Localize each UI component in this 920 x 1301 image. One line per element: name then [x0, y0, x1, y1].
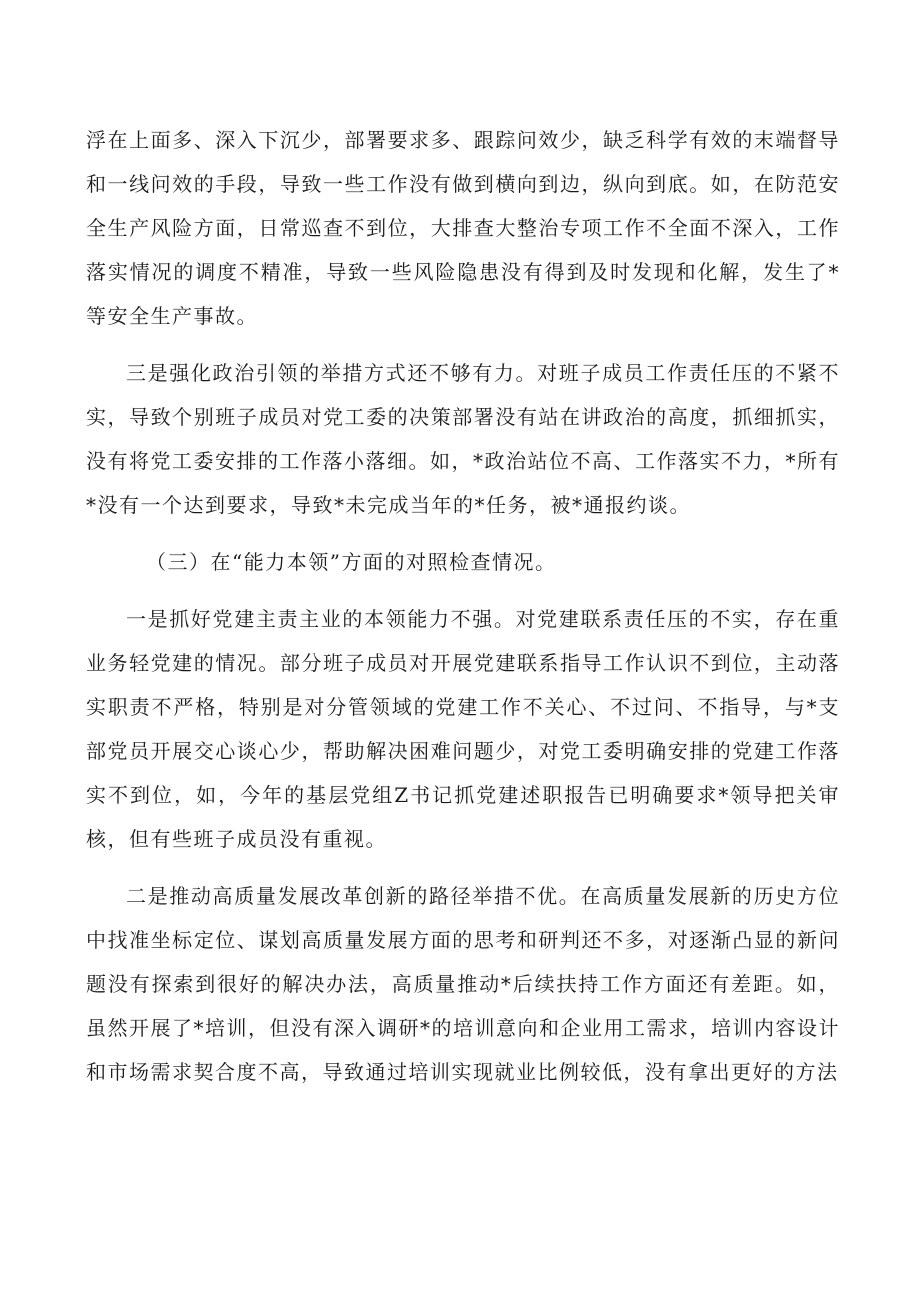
paragraph-political-guidance: 三是强化政治引领的举措方式还不够有力。对班子成员工作责任压的不紧不实，导致个别班子成员对党工委的决策部署没有站在讲政治的高度，抓细抓实，没有将党工委安排的工作落小落细。如，*政治站位不高、工作落实不力，*所有*没有一个达到要求，导致*未完成当年的*任务，被*通报约谈。: [86, 361, 840, 517]
paragraph-spacing: [86, 584, 840, 597]
section-heading-ability: （三）在“能力本领”方面的对照检查情况。: [146, 550, 557, 574]
document-body: [86, 118, 840, 1094]
paragraph-spacing: [86, 861, 840, 874]
paragraph-party-building: 一是抓好党建主责主业的本领能力不强。对党建联系责任压的不实，存在重业务轻党建的情况。部分班子成员对开展党建联系指导工作认识不到位，主动落实职责不严格，特别是对分管领域的党建工作不关心、不过问、不指导，与*支部党员开展交心谈心少，帮助解决困难问题少，对党工委明确安排的党建工作落实不到位，如，今年的基层党组Z书记抓党建述职报告已明确要求*领导把关审核，但有些班子成员没有重视。: [86, 607, 840, 851]
paragraph-spacing: [86, 527, 840, 540]
paragraph-high-quality-development: 二是推动高质量发展改革创新的路径举措不优。在高质量发展新的历史方位中找准坐标定位、谋划高质量发展方面的思考和研判还不多，对逐渐凸显的新问题没有探索到很好的解决办法，高质量推动*后续扶持工作方面还有差距。如，虽然开展了*培训，但没有深入调研*的培训意向和企业用工需求，培训内容设计和市场需求契合度不高，导致通过培训实现就业比例较低，没有拿出更好的方法: [86, 884, 840, 1084]
paragraph-continuation: 浮在上面多、深入下沉少，部署要求多、跟踪问效少，缺乏科学有效的末端督导和一线问效的手段，导致一些工作没有做到横向到边，纵向到底。如，在防范安全生产风险方面，日常巡查不到位，大排查大整治专项工作不全面不深入，工作落实情况的调度不精准，导致一些风险隐患没有得到及时发现和化解，发生了*等安全生产事故。: [86, 128, 840, 328]
paragraph-spacing: [86, 338, 840, 351]
